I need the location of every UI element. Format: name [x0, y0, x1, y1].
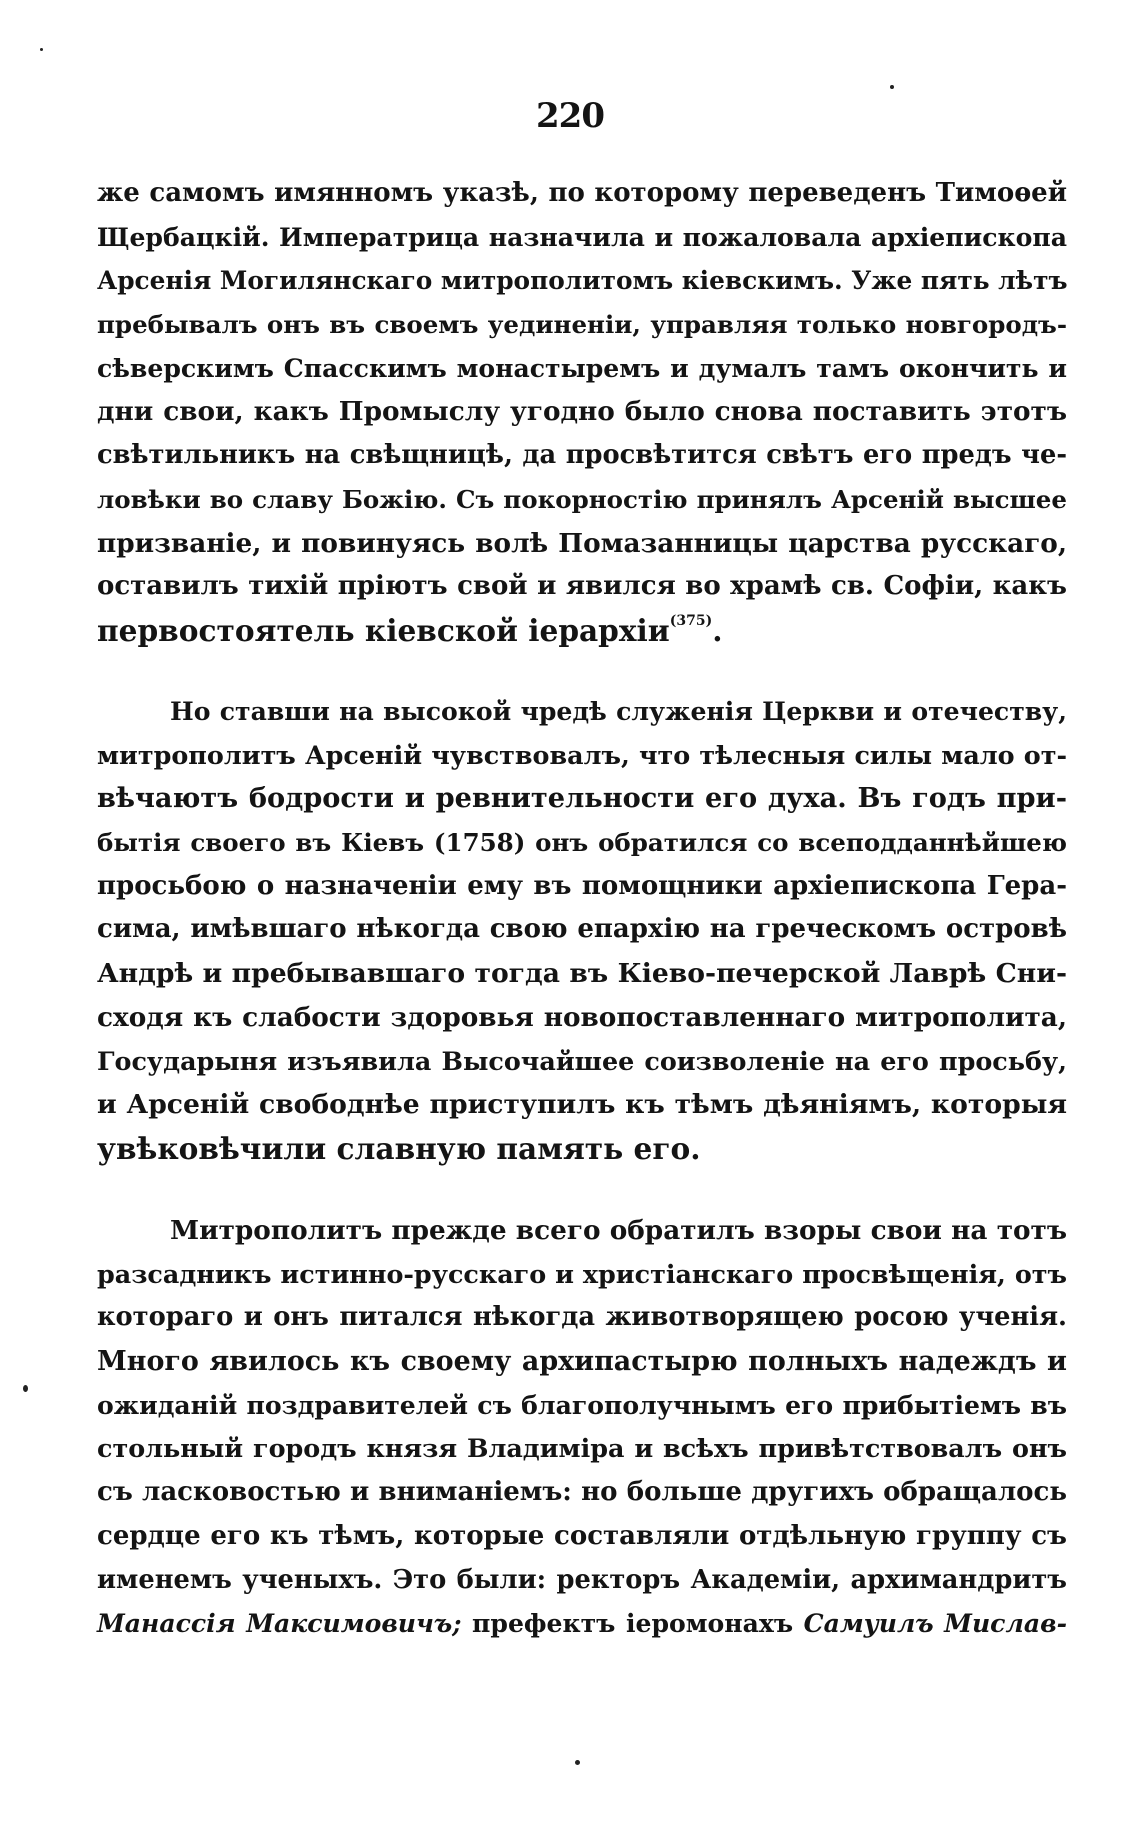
text-line: сѣверскимъ Спасскимъ монастыремъ и думалъ тамъ окончить и [97, 352, 1067, 383]
paragraph-1 [97, 172, 1067, 653]
last-line-text: первостоятель кіевской іерархіи [97, 612, 670, 648]
text-line: разсадникъ истинно-русскаго и христіанскаго просвѣщенія, отъ [97, 1258, 1067, 1289]
text-line: дни свои, какъ Промыслу угодно было снова поставить этотъ [97, 396, 1067, 428]
text-line: и Арсеній свободнѣе приступилъ къ тѣмъ дѣяніямъ, которыя [97, 1089, 1067, 1121]
italic-name: Манассія Максимовичъ; [97, 1608, 462, 1639]
paragraph-3 [97, 1209, 1067, 1646]
text-line: Государыня изъявила Высочайшее соизволеніе на его просьбу, [97, 1045, 1067, 1076]
text-line: митрополитъ Арсеній чувствовалъ, что тѣлесныя силы мало от- [97, 739, 1067, 770]
text-line: стольный городъ князя Владиміра и всѣхъ привѣтствовалъ онъ [97, 1433, 1067, 1464]
scan-speck [23, 1385, 28, 1392]
text-line: Много явилось къ своему архипастырю полныхъ надеждъ и [97, 1346, 1067, 1378]
scan-speck [890, 85, 894, 89]
text-line-last: увѣковѣчили славную память его. [97, 1130, 701, 1166]
text-line-final [97, 1602, 1067, 1646]
text-line-last [97, 609, 1067, 653]
text-line: бытія своего въ Кіевъ (1758) онъ обратился со всеподданнѣйшею [97, 828, 1067, 858]
footnote-ref: (375) [669, 612, 713, 629]
text-line: сердце его къ тѣмъ, которые составляли отдѣльную группу съ [97, 1520, 1067, 1551]
paragraph-2 [97, 690, 1067, 1171]
text-line: съ ласковостью и вниманіемъ: но больше другихъ обращалось [97, 1477, 1067, 1508]
text-line: Андрѣ и пребывавшаго тогда въ Кіево-печерской Лаврѣ Сни- [97, 958, 1067, 990]
scan-speck [575, 1760, 580, 1765]
text-line: же самомъ имянномъ указѣ, по которому переведенъ Тимоѳей [97, 178, 1067, 208]
text-line: пребывалъ онъ въ своемъ уединеніи, управляя только новгородъ- [97, 310, 1067, 340]
text-line: просьбою о назначеніи ему въ помощники архіепископа Гера- [97, 870, 1067, 901]
text-line: сходя къ слабости здоровья новопоставленнаго митрополита, [97, 1001, 1067, 1033]
line-end-punct: . [712, 612, 723, 648]
text-line: вѣчаютъ бодрости и ревнительности его духа. Въ годъ при- [97, 782, 1067, 815]
text-line: Арсенія Могилянскаго митрополитомъ кіевскимъ. Уже пять лѣтъ [97, 266, 1068, 296]
text-line: Но ставши на высокой чредѣ служенія Церкви и отечеству, [170, 696, 1067, 726]
text-line: свѣтильникъ на свѣщницѣ, да просвѣтится свѣтъ его предъ че- [97, 440, 1067, 471]
italic-name: Самуилъ Мислав- [803, 1608, 1067, 1639]
text-line: призваніе, и повинуясь волѣ Помазанницы царства русскаго, [97, 527, 1067, 559]
text-line: именемъ ученыхъ. Это были: ректоръ Академіи, архимандритъ [97, 1564, 1067, 1595]
scan-speck [40, 48, 43, 51]
text-line: котораго и онъ питался нѣкогда животворящею росою ученія. [97, 1302, 1067, 1333]
text-line: Митрополитъ прежде всего обратилъ взоры свои на тотъ [170, 1215, 1067, 1246]
final-line-middle: префектъ іеромонахъ [461, 1608, 804, 1639]
text-line: оставилъ тихій пріютъ свой и явился во храмѣ св. Софіи, какъ [97, 571, 1067, 602]
page-number: 220 [536, 96, 604, 136]
text-line: ловѣки во славу Божію. Съ покорностію принялъ Арсеній высшее [97, 484, 1067, 514]
text-line: сима, имѣвшаго нѣкогда свою епархію на греческомъ островѣ [97, 914, 1067, 945]
text-line: Щербацкій. Императрица назначила и пожаловала архіепископа [97, 221, 1067, 252]
text-line: ожиданій поздравителей съ благополучнымъ его прибытіемъ въ [97, 1389, 1067, 1420]
